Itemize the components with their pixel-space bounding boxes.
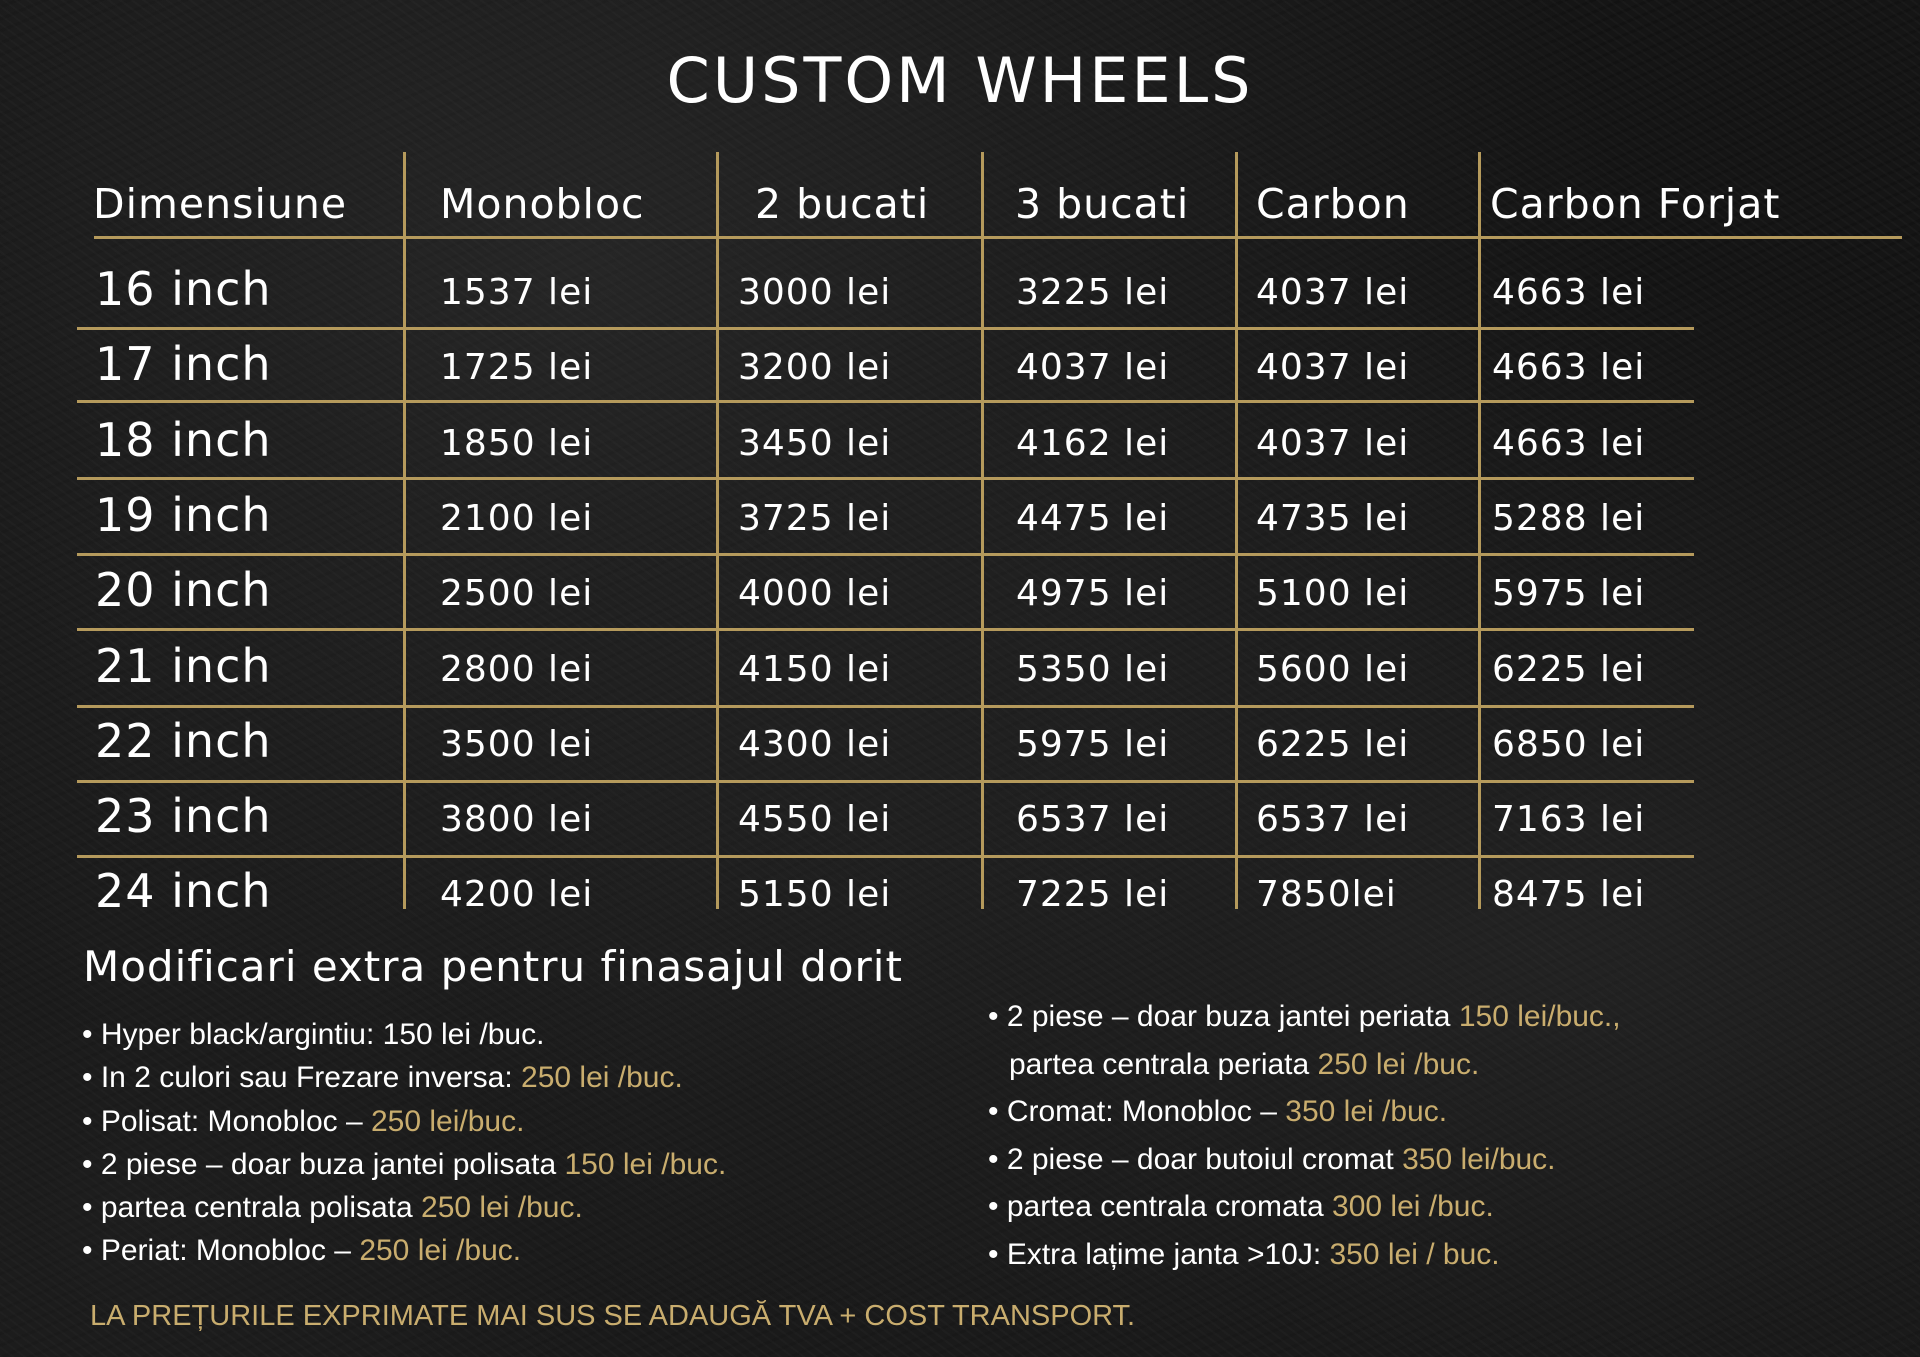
extras-list-left xyxy=(82,1013,726,1273)
extra-item xyxy=(988,1183,1621,1231)
extras-list-right xyxy=(988,993,1621,1278)
extra-item xyxy=(988,1231,1621,1279)
extra-item xyxy=(988,993,1621,1041)
row-divider xyxy=(77,855,1694,858)
price-cell: 4475 lei xyxy=(1016,497,1170,539)
price-cell: 5288 lei xyxy=(1492,497,1646,539)
extra-item-price: 250 lei /buc. xyxy=(521,1061,683,1095)
price-cell: 5100 lei xyxy=(1256,573,1410,615)
column-header: Carbon xyxy=(1256,180,1410,228)
extra-item xyxy=(82,1056,726,1099)
row-divider xyxy=(77,780,1694,783)
price-cell: 4037 lei xyxy=(1256,347,1410,389)
price-cell: 8475 lei xyxy=(1492,874,1646,916)
price-cell: 1537 lei xyxy=(440,272,594,313)
price-cell: 3800 lei xyxy=(440,799,594,841)
price-cell: 7163 lei xyxy=(1492,799,1646,841)
price-cell: 4037 lei xyxy=(1256,272,1410,313)
extra-item xyxy=(82,1100,726,1143)
extra-item xyxy=(988,1041,1621,1089)
extra-item xyxy=(82,1186,726,1229)
extra-item-text: partea centrala periata xyxy=(1009,1047,1318,1081)
extra-item-price: 250 lei /buc. xyxy=(359,1234,522,1268)
price-cell: 3225 lei xyxy=(1016,272,1170,313)
row-divider xyxy=(77,705,1694,708)
price-cell: 5350 lei xyxy=(1016,648,1170,690)
price-cell: 7850lei xyxy=(1256,874,1397,916)
column-header: 3 bucati xyxy=(1015,180,1190,228)
price-cell: 4300 lei xyxy=(738,723,892,765)
row-size-label: 17 inch xyxy=(95,337,272,392)
column-header: Dimensiune xyxy=(93,180,348,228)
row-divider xyxy=(77,327,1694,330)
price-cell: 4200 lei xyxy=(440,874,594,916)
row-size-label: 19 inch xyxy=(95,487,272,542)
extra-item-text: • Polisat: Monobloc – xyxy=(82,1104,371,1138)
price-cell: 5150 lei xyxy=(738,874,892,916)
row-size-label: 18 inch xyxy=(95,412,272,467)
price-cell: 4037 lei xyxy=(1256,422,1410,464)
price-cell: 4550 lei xyxy=(738,799,892,841)
extra-item-price: 250 lei /buc. xyxy=(421,1191,583,1225)
extra-item-price: 350 lei/buc. xyxy=(1402,1142,1556,1176)
price-cell: 2500 lei xyxy=(440,573,594,615)
extra-item-price: 250 lei /buc. xyxy=(1317,1047,1480,1081)
extra-item-text: • In 2 culori sau Frezare inversa: xyxy=(82,1061,522,1095)
extra-item-price: 350 lei /buc. xyxy=(1285,1095,1448,1128)
extra-item-price: 350 lei / buc. xyxy=(1329,1237,1500,1271)
price-cell: 2100 lei xyxy=(440,497,594,539)
row-divider xyxy=(77,477,1694,480)
price-cell: 4663 lei xyxy=(1492,422,1646,464)
price-cell: 3500 lei xyxy=(440,723,594,765)
extra-item-price: 150 lei/buc., xyxy=(1458,1000,1621,1033)
header-divider xyxy=(94,236,1902,239)
price-cell: 5600 lei xyxy=(1256,648,1410,690)
row-size-label: 16 inch xyxy=(95,262,272,316)
price-cell: 5975 lei xyxy=(1492,573,1646,615)
row-size-label: 22 inch xyxy=(95,713,272,768)
column-divider xyxy=(1478,152,1481,909)
extra-item xyxy=(82,1143,726,1186)
extra-item-text: • partea centrala polisata xyxy=(82,1191,422,1225)
price-cell: 4975 lei xyxy=(1016,573,1170,615)
extra-item-price: 300 lei /buc. xyxy=(1332,1190,1494,1223)
extra-item-text: • 2 piese – doar butoiul cromat xyxy=(988,1142,1403,1176)
extras-title: Modificari extra pentru finasajul dorit xyxy=(83,942,903,991)
footer-note: LA PREȚURILE EXPRIMATE MAI SUS SE ADAUGĂ TVA + COST TRANSPORT. xyxy=(90,1300,1136,1332)
extra-item-text: • Cromat: Monobloc – xyxy=(988,1095,1286,1128)
extra-item-price: 150 lei /buc. xyxy=(564,1147,727,1181)
price-cell: 4663 lei xyxy=(1492,347,1646,389)
price-cell: 4663 lei xyxy=(1492,272,1646,313)
extra-item xyxy=(988,1088,1621,1136)
column-header: Carbon Forjat xyxy=(1490,180,1781,228)
price-cell: 1725 lei xyxy=(440,347,594,389)
extra-item-text: • Extra lațime janta >10J: xyxy=(988,1237,1330,1271)
extra-item-text: • Hyper black/argintiu: 150 lei /buc. xyxy=(82,1018,545,1051)
price-cell: 4037 lei xyxy=(1016,347,1170,389)
extra-item-text: • 2 piese – doar buza jantei polisata xyxy=(82,1147,565,1181)
price-cell: 3200 lei xyxy=(738,347,892,389)
price-cell: 6225 lei xyxy=(1492,648,1646,690)
row-divider xyxy=(77,553,1694,556)
column-divider xyxy=(403,152,406,909)
price-cell: 6537 lei xyxy=(1256,799,1410,841)
price-cell: 7225 lei xyxy=(1016,874,1170,916)
price-cell: 4000 lei xyxy=(738,573,892,615)
extra-item-text: • Periat: Monobloc – xyxy=(82,1234,360,1268)
price-cell: 4150 lei xyxy=(738,648,892,690)
page-title: CUSTOM WHEELS xyxy=(666,44,1254,117)
row-size-label: 23 inch xyxy=(95,789,272,844)
row-divider xyxy=(77,400,1694,403)
extra-item xyxy=(82,1229,726,1272)
price-cell: 6537 lei xyxy=(1016,799,1170,841)
extra-item-text: • partea centrala cromata xyxy=(988,1190,1333,1223)
extra-item-text: • 2 piese – doar buza jantei periata xyxy=(988,1000,1459,1033)
price-cell: 6225 lei xyxy=(1256,723,1410,765)
price-cell: 1850 lei xyxy=(440,422,594,464)
column-header: Monobloc xyxy=(440,180,645,228)
price-cell: 2800 lei xyxy=(440,648,594,690)
column-divider xyxy=(716,152,719,909)
extra-item-price: 250 lei/buc. xyxy=(370,1104,525,1138)
row-size-label: 21 inch xyxy=(95,638,272,693)
extra-item xyxy=(82,1013,726,1056)
row-size-label: 24 inch xyxy=(95,864,272,919)
price-cell: 4735 lei xyxy=(1256,497,1410,539)
price-cell: 3000 lei xyxy=(738,272,892,313)
price-cell: 5975 lei xyxy=(1016,723,1170,765)
price-cell: 6850 lei xyxy=(1492,723,1646,765)
row-size-label: 20 inch xyxy=(95,563,272,618)
column-header: 2 bucati xyxy=(755,180,930,228)
row-divider xyxy=(77,628,1694,631)
extra-item xyxy=(988,1136,1621,1184)
price-cell: 4162 lei xyxy=(1016,422,1170,464)
price-cell: 3450 lei xyxy=(738,422,892,464)
column-divider xyxy=(1235,152,1238,909)
price-cell: 3725 lei xyxy=(738,497,892,539)
column-divider xyxy=(981,152,984,909)
